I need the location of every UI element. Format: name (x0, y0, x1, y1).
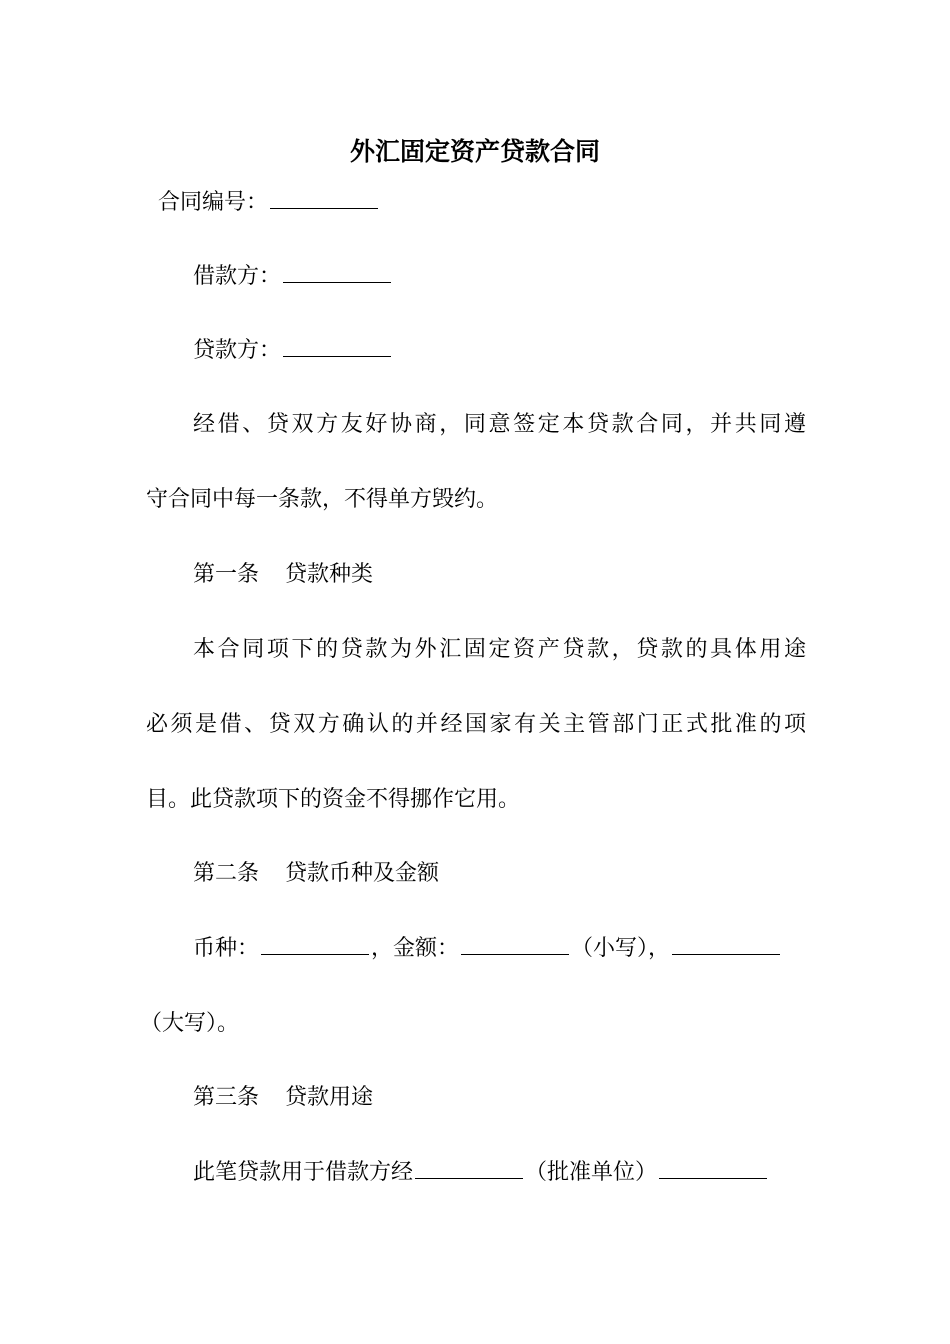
article-3-line-1 (193, 1157, 769, 1189)
project-blank (659, 1158, 767, 1179)
intro-line-1: 经借、贷双方友好协商，同意签定本贷款合同，并共同遵 (193, 412, 806, 437)
article-1-number: 第一条 (193, 562, 260, 587)
article-3-title: 贷款用途 (285, 1085, 374, 1110)
article-3-text: 此笔贷款用于借款方经 (193, 1160, 414, 1185)
contract-number-blank (270, 188, 378, 209)
document-title: 外汇固定资产贷款合同 (349, 137, 600, 166)
article-1-heading (193, 559, 373, 591)
borrower-line (193, 261, 393, 293)
intro-line-2: 守合同中每一条款，不得单方毁约。 (146, 487, 499, 512)
article-3-number: 第三条 (193, 1085, 260, 1110)
article-2-heading (193, 858, 439, 890)
article-2-title: 贷款币种及金额 (285, 861, 440, 886)
contract-number-label: 合同编号： (158, 190, 269, 215)
borrower-blank (283, 262, 391, 283)
small-note: （小写）， (571, 936, 671, 961)
approval-unit-blank (415, 1158, 523, 1179)
article-2-currency-line (193, 933, 782, 965)
currency-label: 币种： (193, 936, 260, 961)
article-1-line-2: 必须是借、贷双方确认的并经国家有关主管部门正式批准的项 (146, 712, 806, 737)
amount-small-blank (461, 934, 569, 955)
lender-blank (283, 336, 391, 357)
article-1-line-3: 目。此贷款项下的资金不得挪作它用。 (146, 787, 521, 812)
article-2-large-note: （大写）。 (140, 1011, 240, 1036)
lender-label: 贷款方： (193, 338, 282, 363)
amount-label: ，金额： (371, 936, 460, 961)
article-1-title: 贷款种类 (285, 562, 374, 587)
article-2-number: 第二条 (193, 861, 260, 886)
article-1-line-1: 本合同项下的贷款为外汇固定资产贷款，贷款的具体用途 (193, 637, 806, 662)
borrower-label: 借款方： (193, 264, 282, 289)
currency-blank (261, 934, 369, 955)
amount-large-blank (672, 934, 780, 955)
approval-note: （批准单位） (525, 1160, 658, 1185)
contract-number-line (158, 187, 380, 219)
article-3-heading (193, 1082, 373, 1114)
lender-line (193, 335, 393, 367)
